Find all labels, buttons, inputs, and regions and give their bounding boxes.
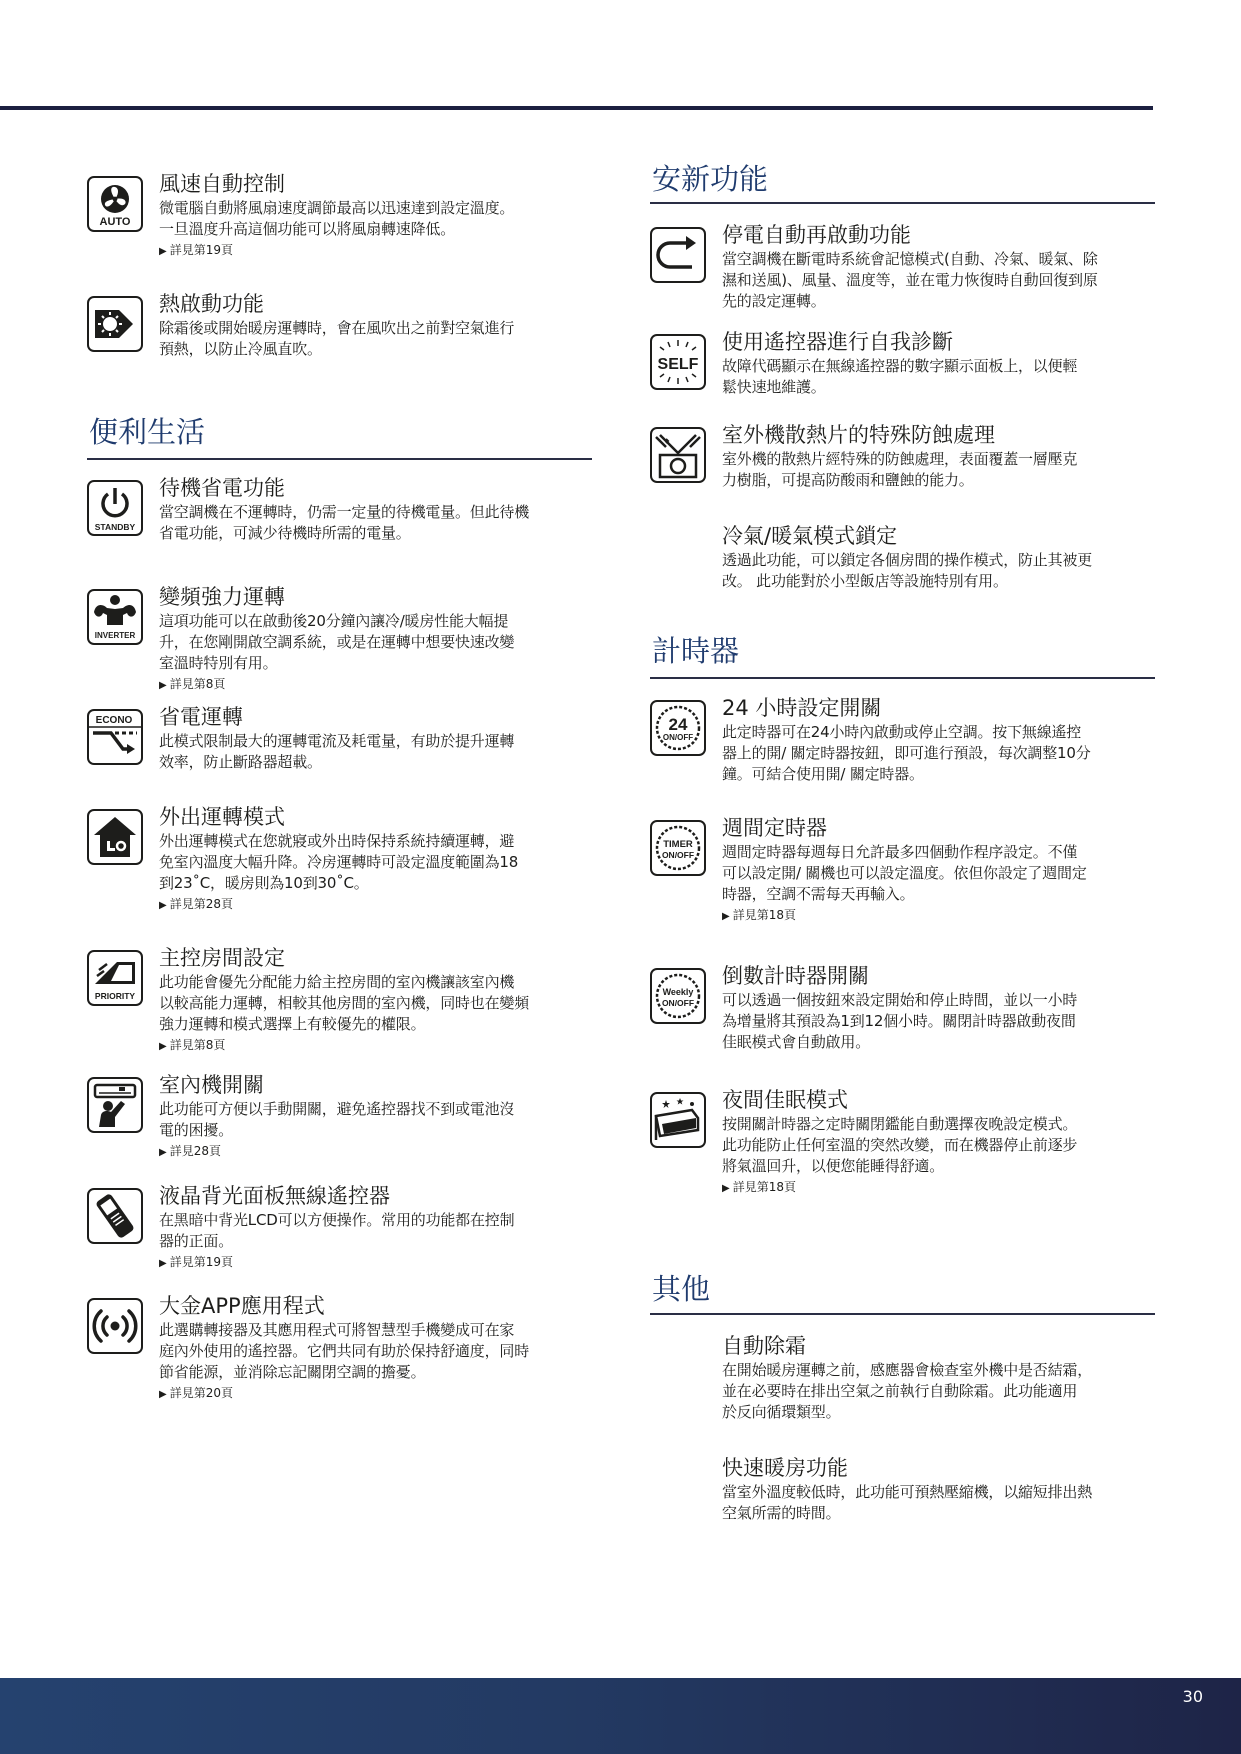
feature-title: 變頻強力運轉 — [159, 585, 285, 609]
feature-desc: 可以透過一個按鈕來設定開始和停止時間，並以一小時 為增量將其預設為1到12個小時。關閉計時器啟動夜間 佳眠模式會自動啟用。 — [722, 991, 1078, 1051]
econo-icon — [87, 709, 143, 765]
section-title: 安新功能 — [652, 162, 769, 196]
svg-text:ECONO: ECONO — [95, 715, 133, 726]
footer-bar — [0, 1678, 1241, 1754]
svg-text:TIMER: TIMER — [663, 839, 693, 850]
page-reference: ▶ 詳見第18頁 — [722, 908, 796, 922]
svg-text:ON/OFF: ON/OFF — [661, 998, 695, 1008]
home-leave-icon — [87, 809, 143, 865]
feature-desc: 此模式限制最大的運轉電流及耗電量，有助於提升運轉 效率，防止斷路器超載。 — [159, 732, 515, 771]
feature-title: 停電自動再啟動功能 — [722, 223, 911, 247]
feature-desc: 當空調機在斷電時系統會記憶模式(自動、冷氣、暖氣、除 濕和送風)、風量、溫度等，並在電力恢復時自動回復到原 先的設定運轉。 — [722, 250, 1098, 310]
auto-restart-icon — [650, 227, 706, 283]
section-title: 其他 — [652, 1272, 711, 1306]
feature-desc: 微電腦自動將風扇速度調節最高以迅速達到設定溫度。 一旦溫度升高這個功能可以將風扇轉速降低。 — [159, 199, 515, 238]
countdown-timer-icon — [650, 968, 706, 1024]
feature-title: 使用遙控器進行自我診斷 — [722, 330, 953, 354]
night-set-icon — [650, 1092, 706, 1148]
feature-desc: 當室外溫度較低時，此功能可預熱壓縮機，以縮短排出熱 空氣所需的時間。 — [722, 1483, 1093, 1522]
feature-title: 液晶背光面板無線遙控器 — [159, 1184, 390, 1208]
weekly-timer-icon — [650, 820, 706, 876]
feature-desc: 透過此功能，可以鎖定各個房間的操作模式，防止其被更 改。 此功能對於小型飯店等設施特別有用。 — [722, 551, 1093, 590]
section-convenience — [87, 413, 592, 460]
section-others — [650, 1270, 1155, 1315]
feature-title: 省電運轉 — [159, 705, 243, 729]
svg-text:INVERTER: INVERTER — [94, 631, 136, 640]
wireless-app-icon — [87, 1298, 143, 1354]
feature-desc: 當空調機在不運轉時，仍需一定量的待機電量。但此待機 省電功能，可減少待機時所需的電量。 — [159, 503, 530, 542]
feature-desc: 室外機的散熱片經特殊的防蝕處理，表面覆蓋一層壓克 力樹脂，可提高防酸雨和鹽蝕的能力。 — [722, 450, 1078, 489]
svg-text:STANDBY: STANDBY — [94, 522, 136, 532]
feature-title: 夜間佳眠模式 — [722, 1088, 848, 1112]
svg-text:Weekly: Weekly — [662, 987, 694, 997]
top-rule — [0, 106, 1153, 110]
feature-title: 大金APP應用程式 — [159, 1294, 325, 1318]
svg-text:AUTO: AUTO — [99, 216, 131, 228]
page-reference: ▶ 詳見第18頁 — [722, 1180, 796, 1194]
feature-title: 冷氣/暖氣模式鎖定 — [722, 524, 898, 548]
indoor-unit-switch-icon — [87, 1077, 143, 1133]
feature-desc: 除霜後或開始暖房運轉時，會在風吹出之前對空氣進行 預熱，以防止冷風直吹。 — [159, 319, 515, 358]
svg-text:SELF: SELF — [657, 356, 699, 373]
hot-start-icon — [87, 296, 143, 352]
feature-title: 主控房間設定 — [159, 946, 285, 970]
feature-desc: 在開始暖房運轉之前，感應器會檢查室外機中是否結霜， 並在必要時在排出空氣之前執行自動除霜。此功能適用 於反向循環類型。 — [722, 1361, 1093, 1421]
page-reference: ▶ 詳見第20頁 — [159, 1386, 233, 1400]
feature-desc: 按開關計時器之定時關閉鑑能自動選擇夜晚設定模式。 此功能防止任何室溫的突然改變，而在機器停止前逐步 將氣溫回升，以便您能睡得舒適。 — [722, 1115, 1078, 1175]
feature-title: 待機省電功能 — [159, 476, 285, 500]
auto-fan-icon — [87, 176, 143, 232]
page-reference: ▶ 詳見第19頁 — [159, 1255, 233, 1269]
standby-power-icon — [87, 480, 143, 536]
feature-title: 外出運轉模式 — [159, 805, 285, 829]
svg-text:24: 24 — [668, 715, 688, 734]
feature-desc: 週間定時器每週每日允許最多四個動作程序設定。不僅 可以設定開/ 關機也可以設定溫度。依但你設定了週間定 時器，空調不需每天再輸入。 — [722, 843, 1087, 903]
section-title: 便利生活 — [89, 415, 206, 449]
section-timer — [650, 632, 1155, 679]
page-reference: ▶ 詳見第28頁 — [159, 897, 233, 911]
section-reliability — [650, 160, 1155, 204]
page-reference: ▶ 詳見第19頁 — [159, 243, 233, 257]
page-reference: ▶ 詳見28頁 — [159, 1144, 221, 1158]
feature-desc: 這項功能可以在啟動後20分鐘內讓冷/暖房性能大幅提 升，在您剛開啟空調系統，或是在運轉中想要快速改變 室溫時特別有用。 — [159, 612, 515, 672]
feature-title: 風速自動控制 — [159, 172, 285, 196]
page-reference: ▶ 詳見第8頁 — [159, 677, 226, 691]
feature-desc: 故障代碼顯示在無線遙控器的數字顯示面板上，以便輕 鬆快速地維護。 — [722, 357, 1078, 396]
feature-title: 自動除霜 — [722, 1334, 806, 1358]
feature-title: 倒數計時器開關 — [722, 964, 869, 988]
feature-desc: 此功能可方便以手動開關，避免遙控器找不到或電池沒 電的困擾。 — [159, 1100, 515, 1139]
feature-title: 快速暖房功能 — [722, 1456, 848, 1480]
svg-text:PRIORITY: PRIORITY — [94, 991, 136, 1001]
feature-desc: 在黑暗中背光LCD可以方便操作。常用的功能都在控制 器的正面。 — [159, 1211, 515, 1250]
inverter-powerful-icon — [87, 589, 143, 645]
feature-title: 週間定時器 — [722, 816, 827, 840]
section-title: 計時器 — [652, 634, 740, 668]
feature-title: 熱啟動功能 — [159, 292, 264, 316]
self-diagnosis-icon — [650, 334, 706, 390]
feature-title: 室外機散熱片的特殊防蝕處理 — [722, 423, 995, 447]
svg-text:ON/OFF: ON/OFF — [661, 850, 695, 860]
feature-desc: 外出運轉模式在您就寢或外出時保持系統持續運轉，避 免室內溫度大幅升降。冷房運轉時可設定溫度範圍為18 到23˚C，暖房則為10到30˚C。 — [159, 832, 519, 892]
page-number: 30 — [1182, 1687, 1203, 1706]
feature-desc: 此選購轉接器及其應用程式可將智慧型手機變成可在家 庭內外使用的遙控器。它們共同有助於保持舒適度，同時 節省能源，並消除忘記關閉空調的擔憂。 — [159, 1321, 530, 1381]
page-reference: ▶ 詳見第8頁 — [159, 1038, 226, 1052]
anti-corrosion-icon — [650, 427, 706, 483]
priority-room-icon — [87, 950, 143, 1006]
feature-desc: 此功能會優先分配能力給主控房間的室內機讓該室內機 以較高能力運轉，相較其他房間的室內機，同時也在變頻 強力運轉和模式選擇上有較優先的權限。 — [159, 973, 530, 1033]
feature-title: 24 小時設定開關 — [722, 696, 882, 720]
timer-24h-icon — [650, 700, 706, 756]
remote-controller-icon — [87, 1188, 143, 1244]
svg-text:ON/OFF: ON/OFF — [662, 733, 694, 742]
feature-desc: 此定時器可在24小時內啟動或停止空調。按下無線遙控 器上的開/ 關定時器按鈕，即可進行預設，每次調整10分 鐘。可結合使用開/ 關定時器。 — [722, 723, 1091, 783]
feature-title: 室內機開關 — [159, 1073, 264, 1097]
